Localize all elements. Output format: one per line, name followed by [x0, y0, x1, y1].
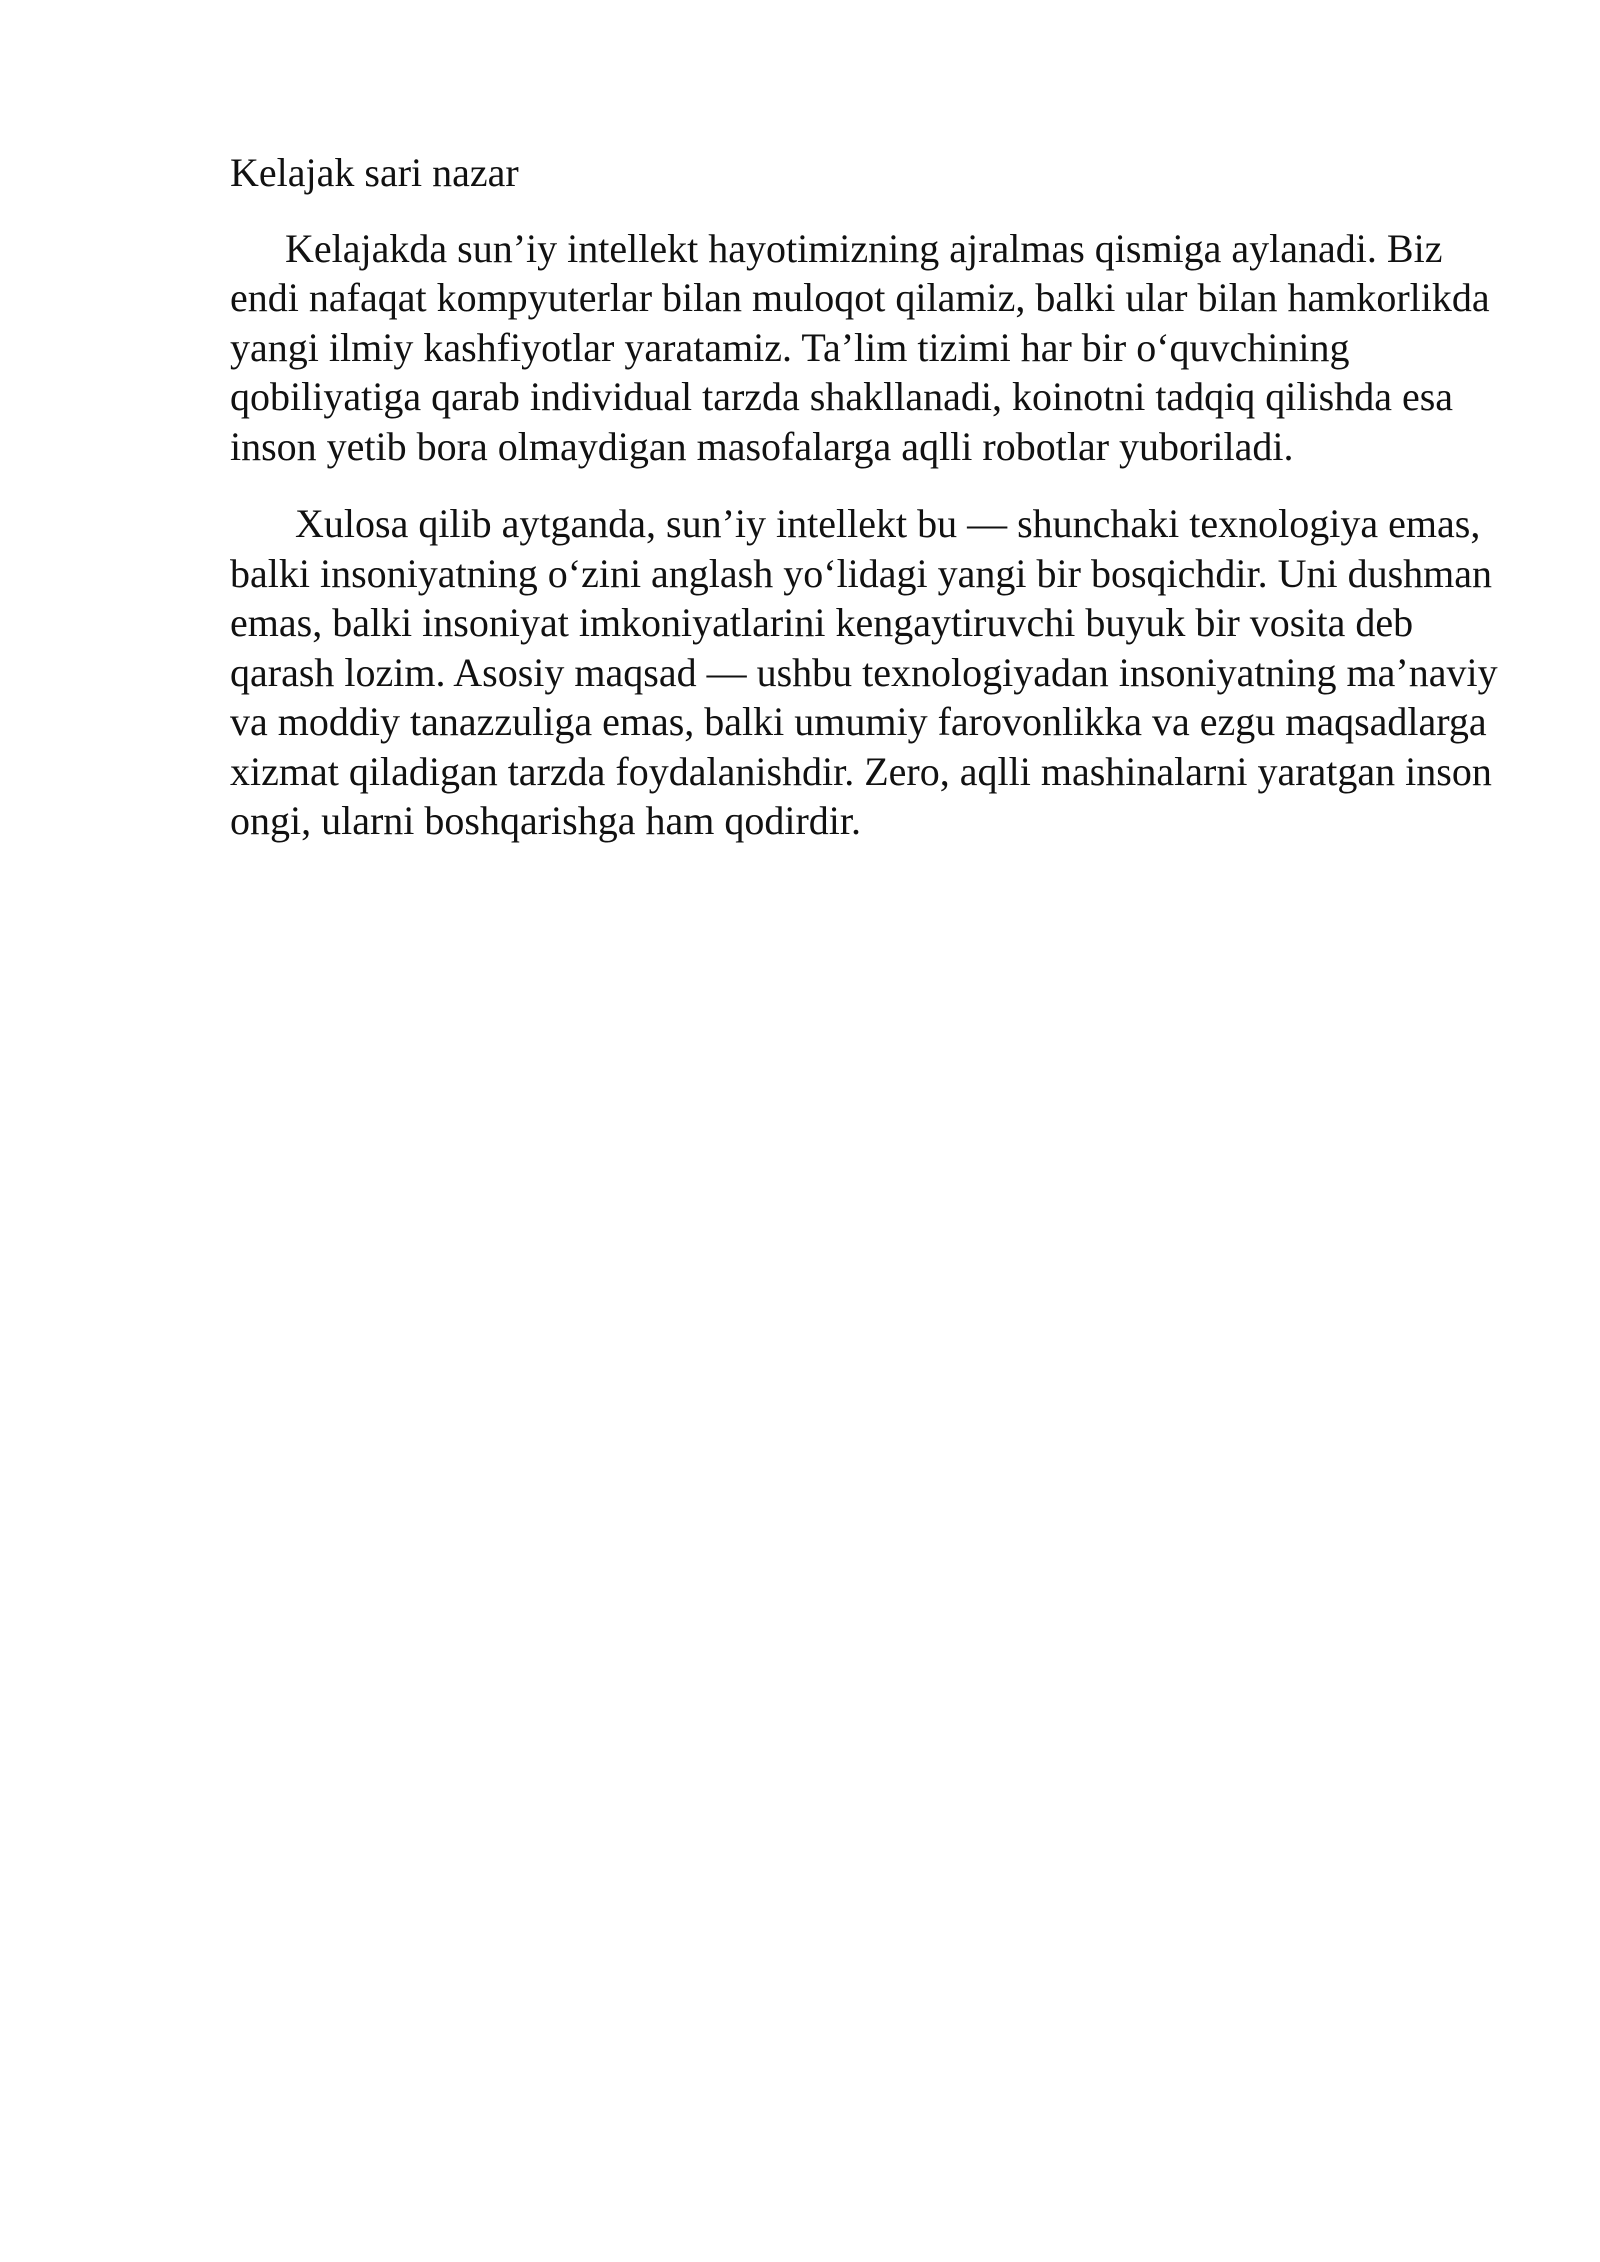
paragraph-future: Kelajakda sun’iy intellekt hayotimizning ajralmas qismiga aylanadi. Biz endi nafaqat kompyuterlar bilan muloqot qilamiz, balki ular bilan hamkorlikda yangi ilmiy kashfiyotlar yaratamiz. Ta’lim tizimi har bir o‘quvchining qobiliyatiga qarab individual tarzda shakllanadi, koinotni tadqiq qilishda esa inson yetib bora olmaydigan masofalarga aqlli robotlar yuboriladi. [230, 225, 1490, 469]
document-title: Kelajak sari nazar [230, 150, 519, 195]
paragraph-conclusion: Xulosa qilib aytganda, sun’iy intellekt bu — shunchaki texnologiya emas, balki insoniyatning o‘zini anglash yo‘lidagi yangi bir bosqichdir. Uni dushman emas, balki insoniyat imkoniyatlarini kengaytiruvchi buyuk bir vosita deb qarash lozim. Asosiy maqsad — ushbu texnologiyadan insoniyatning ma’naviy va moddiy tanazzuliga emas, balki umumiy farovonlikka va ezgu maqsadlarga xizmat qiladigan tarzda foydalanishdir. Zero, aqlli mashinalarni yaratgan inson ongi, ularni boshqarishga ham qodirdir. [230, 501, 1498, 843]
document-body [230, 148, 1500, 874]
